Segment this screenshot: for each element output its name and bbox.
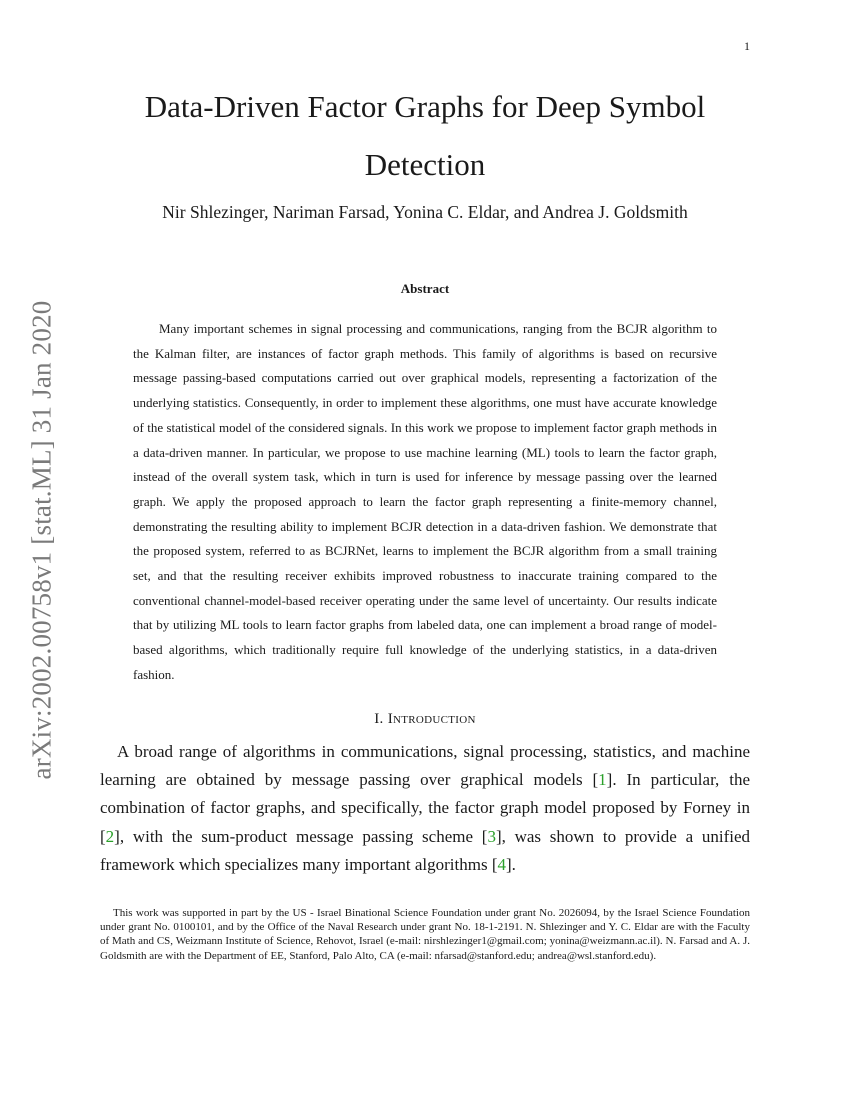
intro-text: A broad range of algorithms in communications, signal processing, statistics, and machine learning are obtained by message passing over graphical models [ xyxy=(100,742,750,790)
intro-text: ], was shown to provide a unified framework which specializes many important algorithms [ xyxy=(100,826,751,874)
section-number: I. xyxy=(374,711,384,727)
author-list: Nir Shlezinger, Nariman Farsad, Yonina C. Eldar, and Andrea J. Goldsmith xyxy=(162,202,688,222)
intro-text: ], with the sum-product message passing scheme [ xyxy=(114,826,488,846)
citation-link[interactable]: 2 xyxy=(105,826,115,846)
citation-link[interactable]: 4 xyxy=(497,854,506,874)
page-number: 1 xyxy=(744,39,750,53)
intro-paragraph xyxy=(100,738,750,879)
section-title: Introduction xyxy=(387,711,476,727)
intro-text: ]. xyxy=(506,854,516,874)
funding-footnote: This work was supported in part by the US - Israel Binational Science Foundation under grant No. 2026094, by the Israel Science Foundation under grant No. 0100101, and by the Office of the Naval Research under grant No. 18-1-2191. N. Shlezinger and Y. C. Eldar are with the Faculty of Math and CS, Weizmann Institute of Science, Rehovot, Israel (e-mail: nirshlezinger1@gmail.com; yonina@weizmann.ac.il). N. Farsad and A. J. Goldsmith are with the Department of EE, Stanford, Palo Alto, CA (e-mail: nfarsad@stanford.edu; andrea@wsl.stanford.edu). xyxy=(100,907,750,962)
arxiv-identifier: arXiv:2002.00758v1 [stat.ML] 31 Jan 2020 xyxy=(26,300,57,780)
section-heading xyxy=(100,711,750,728)
paper-title: Data-Driven Factor Graphs for Deep Symbol Detection xyxy=(144,89,706,182)
abstract-text: Many important schemes in signal processing and communications, ranging from the BCJR algorithm to the Kalman filter, are instances of factor graph methods. This family of algorithms is based on recursive message passing-based computations carried out over graphical models, representing a factorization of the underlying statistics. Consequently, in order to implement these algorithms, one must have accurate knowledge of the statistical model of the considered signals. In this work we propose to implement factor graph methods in a data-driven manner. In particular, we propose to use machine learning (ML) tools to learn the factor graph, instead of the overall system task, which in turn is used for inference by message passing over the learned graph. We apply the proposed approach to learn the factor graph representing a finite-memory channel, demonstrating the resulting ability to implement BCJR detection in a data-driven fashion. We demonstrate that the proposed system, referred to as BCJRNet, learns to implement the BCJR algorithm from a small training set, and that the resulting receiver exhibits improved robustness to inaccurate training compared to the conventional channel-model-based receiver operating under the same level of uncertainty. Our results indicate that by utilizing ML tools to learn factor graphs from labeled data, one can implement a broad range of model-based algorithms, which traditionally require full knowledge of the underlying statistics, in a data-driven fashion. xyxy=(133,321,717,682)
abstract-heading: Abstract xyxy=(400,281,450,296)
citation-link[interactable]: 1 xyxy=(598,770,607,790)
citation-link[interactable]: 3 xyxy=(487,826,496,846)
intro-text: ]. In particular, the combination of factor graphs, and specifically, the factor graph model proposed by Forney in [ xyxy=(100,770,750,846)
